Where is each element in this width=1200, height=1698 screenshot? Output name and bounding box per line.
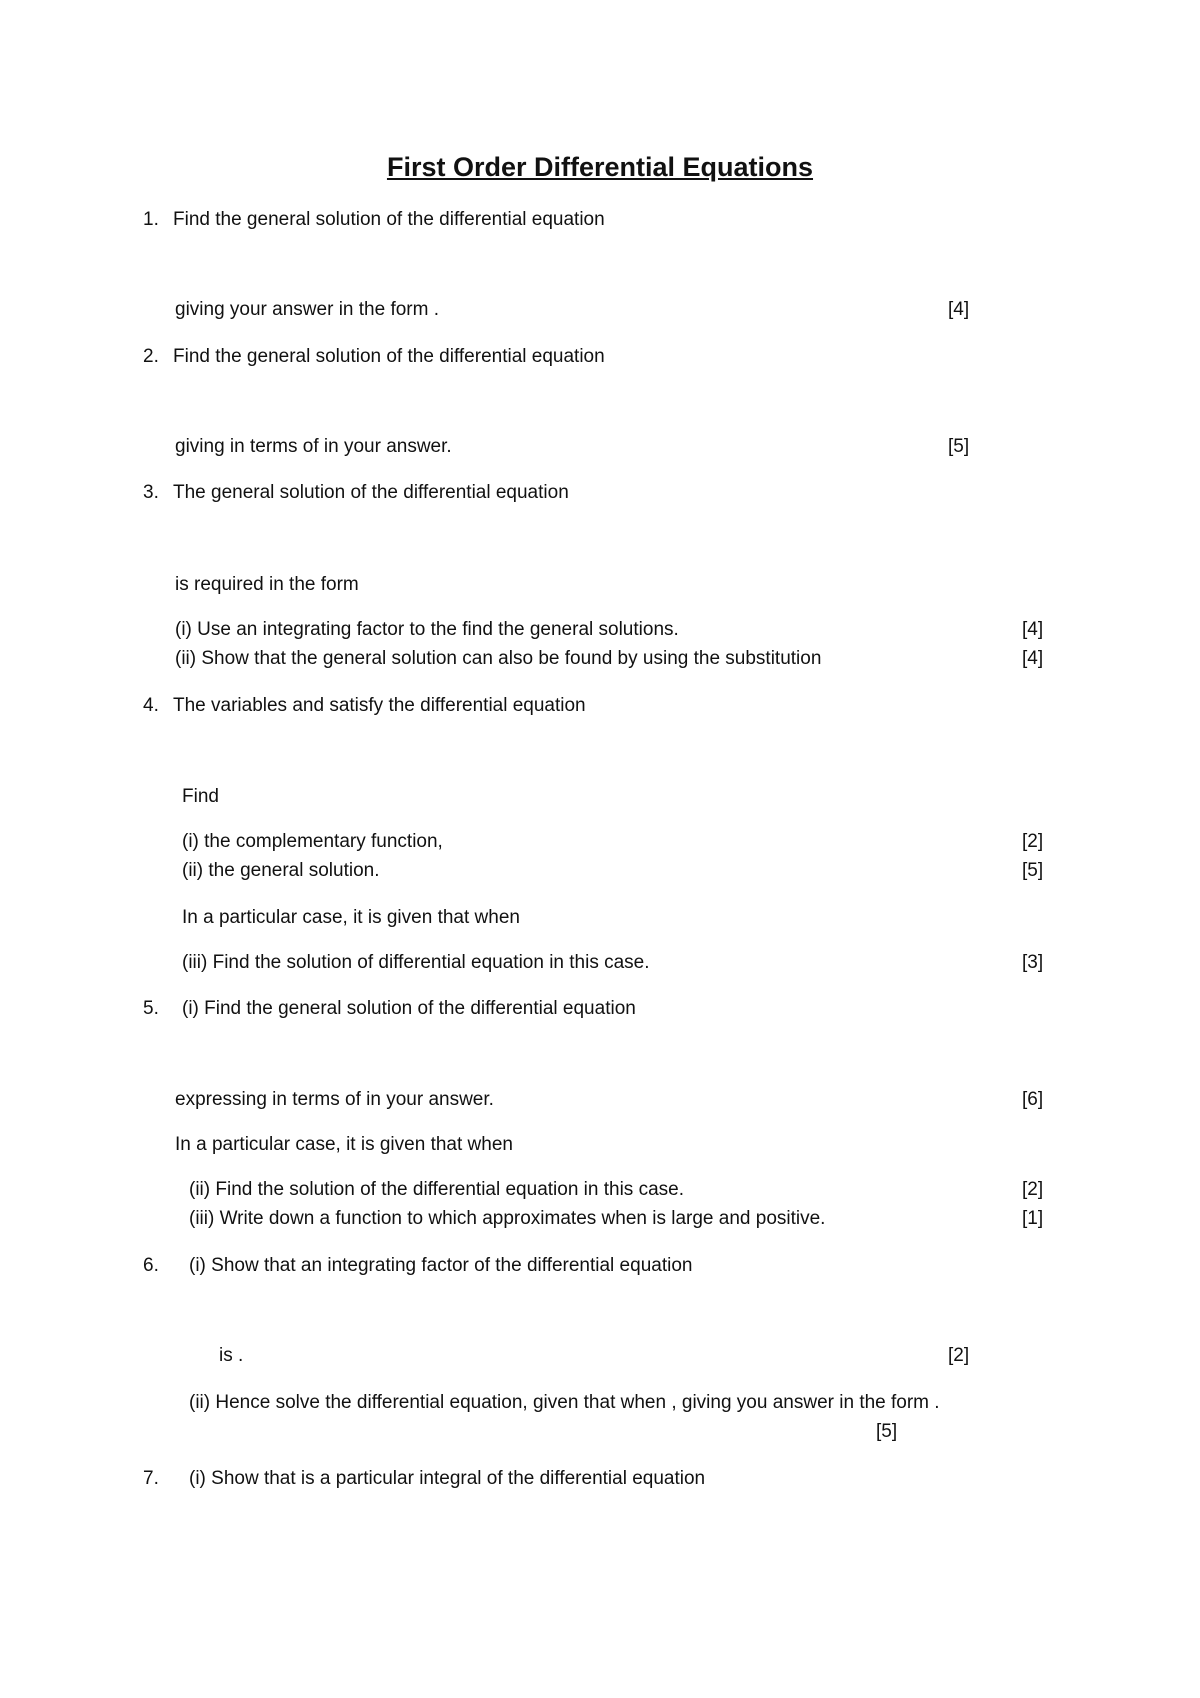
- question-4-part-ii-marks: [5]: [1022, 860, 1044, 881]
- question-5-part-i: (i) Find the general solution of the differential equation: [182, 998, 636, 1019]
- question-number-2: 2.: [143, 346, 159, 367]
- question-number-6: 6.: [143, 1255, 159, 1276]
- question-number-7: 7.: [143, 1468, 159, 1489]
- question-3-text: The general solution of the differential equation: [173, 482, 569, 503]
- question-number-3: 3.: [143, 482, 159, 503]
- question-3-part-i-marks: [4]: [1022, 619, 1044, 640]
- question-4-particular-case: In a particular case, it is given that when: [182, 907, 520, 928]
- question-5-part-iii-marks: [1]: [1022, 1208, 1044, 1229]
- question-4-part-i-marks: [2]: [1022, 831, 1044, 852]
- question-6-part-ii: (ii) Hence solve the differential equation, given that when , giving you answer in the form .: [189, 1392, 940, 1413]
- question-2-giving: giving in terms of in your answer.: [175, 436, 452, 457]
- question-4-part-iii: (iii) Find the solution of differential equation in this case.: [182, 952, 650, 973]
- question-5-expressing: expressing in terms of in your answer.: [175, 1089, 494, 1110]
- question-4-text: The variables and satisfy the differential equation: [173, 695, 586, 716]
- question-4-part-i: (i) the complementary function,: [182, 831, 443, 852]
- question-3-part-ii-marks: [4]: [1022, 648, 1044, 669]
- question-3-part-ii: (ii) Show that the general solution can also be found by using the substitution: [175, 648, 822, 669]
- question-3-required: is required in the form: [175, 574, 359, 595]
- question-2-text: Find the general solution of the differential equation: [173, 346, 605, 367]
- question-number-5: 5.: [143, 998, 159, 1019]
- question-7-part-i: (i) Show that is a particular integral of the differential equation: [189, 1468, 706, 1489]
- question-5-particular-case: In a particular case, it is given that when: [175, 1134, 513, 1155]
- question-number-1: 1.: [143, 209, 159, 230]
- question-number-4: 4.: [143, 695, 159, 716]
- question-1-marks: [4]: [948, 299, 970, 320]
- question-6-is: is .: [219, 1345, 244, 1366]
- question-3-part-i: (i) Use an integrating factor to the find the general solutions.: [175, 619, 679, 640]
- question-5-part-ii-marks: [2]: [1022, 1179, 1044, 1200]
- question-1-text: Find the general solution of the differential equation: [173, 209, 605, 230]
- question-6-part-i: (i) Show that an integrating factor of the differential equation: [189, 1255, 693, 1276]
- question-4-part-iii-marks: [3]: [1022, 952, 1044, 973]
- question-1-giving: giving your answer in the form .: [175, 299, 440, 320]
- page-title: First Order Differential Equations: [386, 152, 814, 182]
- question-6-part-i-marks: [2]: [948, 1345, 970, 1366]
- question-6-part-ii-marks: [5]: [876, 1421, 898, 1442]
- question-5-part-ii: (ii) Find the solution of the differential equation in this case.: [189, 1179, 684, 1200]
- question-5-part-iii: (iii) Write down a function to which approximates when is large and positive.: [189, 1208, 826, 1229]
- question-4-find: Find: [182, 786, 219, 807]
- question-4-part-ii: (ii) the general solution.: [182, 860, 380, 881]
- question-5-part-i-marks: [6]: [1022, 1089, 1044, 1110]
- question-2-marks: [5]: [948, 436, 970, 457]
